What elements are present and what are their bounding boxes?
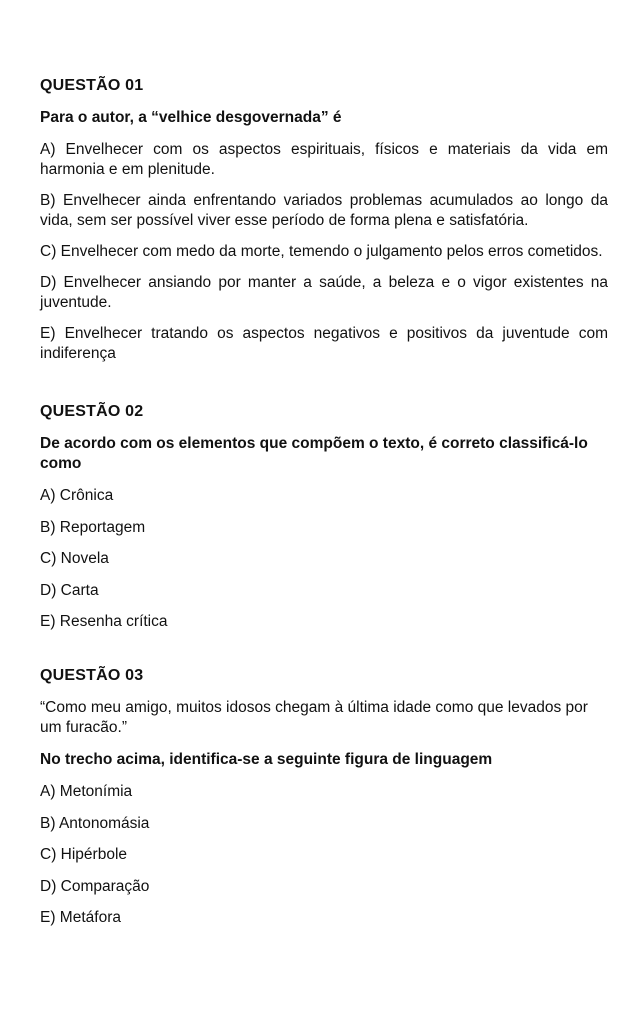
option-list [40, 486, 608, 632]
option-e: E) Metáfora [40, 909, 121, 926]
question-quote: “Como meu amigo, muitos idosos chegam à última idade como que levados por um furacão.” [40, 699, 588, 736]
question-02 [40, 402, 608, 632]
question-03 [40, 666, 608, 928]
option-b: B) Envelhecer ainda enfrentando variados problemas acumulados ao longo da vida, sem ser possível viver esse período de forma plena e satisfatória. [40, 192, 608, 229]
question-stem: Para o autor, a “velhice desgovernada” é [40, 109, 342, 126]
question-title: QUESTÃO 02 [40, 403, 144, 420]
question-title: QUESTÃO 01 [40, 77, 144, 94]
option-b: B) Reportagem [40, 518, 146, 536]
option-list [40, 782, 608, 928]
option-a: A) Envelhecer com os aspectos espirituais, físicos e materiais da vida em harmonia e em plenitude. [40, 141, 608, 178]
option-e: E) Envelhecer tratando os aspectos negativos e positivos da juventude com indiferença [40, 325, 608, 362]
option-d: D) Comparação [40, 877, 150, 895]
option-b: B) Antonomásia [40, 814, 150, 832]
option-c: C) Hipérbole [40, 846, 128, 863]
option-d: D) Carta [40, 581, 99, 599]
option-a: A) Metonímia [40, 783, 133, 800]
option-list [40, 140, 608, 364]
question-01 [40, 76, 608, 364]
question-stem: No trecho acima, identifica-se a seguinte figura de linguagem [40, 751, 493, 768]
question-title: QUESTÃO 03 [40, 667, 144, 684]
option-d: D) Envelhecer ansiando por manter a saúde, a beleza e o vigor existentes na juventude. [40, 274, 608, 311]
option-c: C) Novela [40, 550, 109, 567]
option-e: E) Resenha crítica [40, 613, 168, 630]
question-stem: De acordo com os elementos que compõem o texto, é correto classificá-lo como [40, 435, 588, 472]
option-c: C) Envelhecer com medo da morte, temendo o julgamento pelos erros cometidos. [40, 243, 603, 260]
option-a: A) Crônica [40, 487, 114, 504]
